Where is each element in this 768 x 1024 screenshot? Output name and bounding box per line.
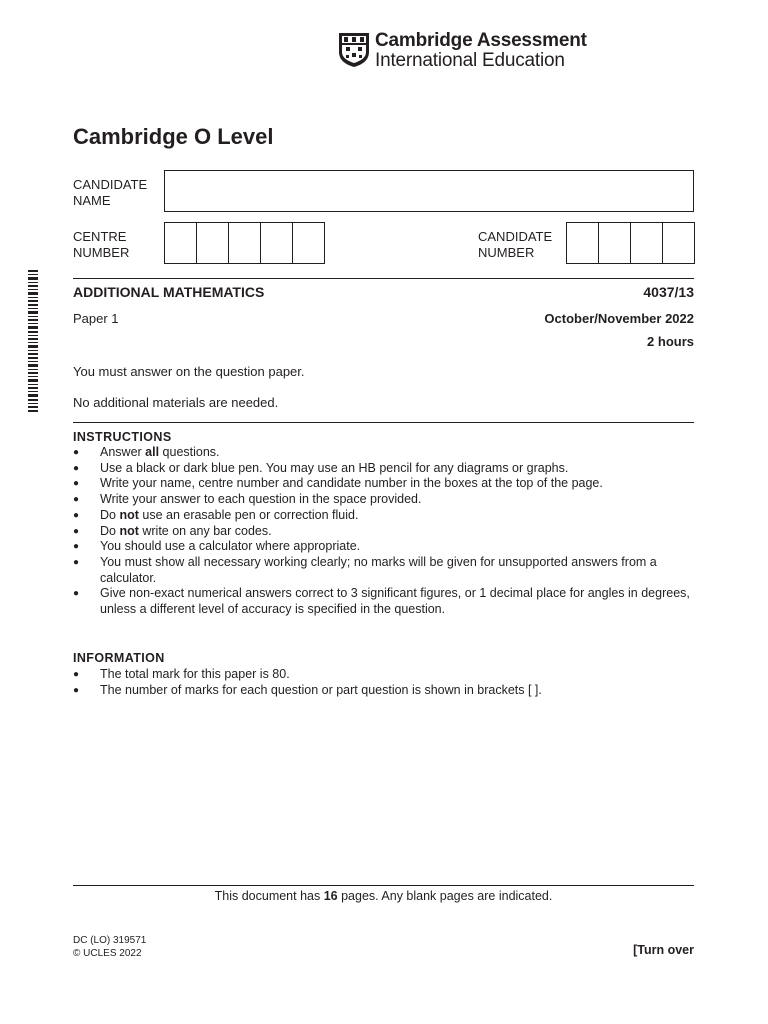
qualification-title: Cambridge O Level bbox=[73, 124, 274, 149]
paper-code: 4037/13 bbox=[643, 284, 694, 300]
instruction-text: Write your name, centre number and candidate number in the boxes at the top of the page. bbox=[100, 476, 603, 491]
instruction-text: Give non-exact numerical answers correct to 3 significant figures, or 1 decimal place for angles in degrees, unless a different level of accuracy is specified in the question. bbox=[100, 586, 690, 617]
instruction-item bbox=[73, 476, 694, 492]
centre-number-cell[interactable] bbox=[229, 223, 261, 263]
page-count: 16 bbox=[323, 889, 338, 903]
centre-number-cell[interactable] bbox=[197, 223, 229, 263]
page-count-note bbox=[73, 889, 694, 903]
materials-note: No additional materials are needed. bbox=[73, 395, 279, 410]
candidate-name-field[interactable] bbox=[164, 170, 694, 212]
instruction-item bbox=[73, 492, 694, 508]
turn-over-label: [Turn over bbox=[633, 943, 694, 957]
instruction-text: use an erasable pen or correction fluid. bbox=[138, 507, 359, 522]
divider bbox=[73, 422, 694, 423]
instruction-emphasis: not bbox=[119, 523, 139, 538]
instruction-text: Write your answer to each question in the space provided. bbox=[100, 492, 422, 507]
candidate-name-label bbox=[73, 177, 147, 209]
instruction-text: questions. bbox=[159, 445, 220, 459]
centre-number-label-line2: NUMBER bbox=[73, 245, 130, 260]
instruction-emphasis: all bbox=[145, 445, 160, 459]
information-item: ● The number of marks for each question or part question is shown in brackets [ ]. bbox=[73, 683, 694, 699]
instruction-emphasis: not bbox=[119, 507, 139, 522]
divider bbox=[73, 278, 694, 279]
centre-number-field[interactable] bbox=[164, 222, 325, 264]
instructions-list bbox=[73, 445, 694, 618]
candidate-name-label-line1: CANDIDATE bbox=[73, 177, 148, 192]
instruction-text: Do bbox=[100, 507, 120, 522]
instruction-item bbox=[73, 586, 694, 617]
divider bbox=[73, 885, 694, 886]
exam-duration: 2 hours bbox=[647, 334, 694, 349]
cambridge-logo bbox=[338, 30, 587, 72]
dc-code: DC (LO) 319571 bbox=[73, 935, 147, 946]
candidate-number-label-line2: NUMBER bbox=[478, 245, 535, 260]
centre-number-cell[interactable] bbox=[261, 223, 293, 263]
information-heading: INFORMATION bbox=[73, 651, 165, 665]
answer-note: You must answer on the question paper. bbox=[73, 364, 305, 379]
instruction-item bbox=[73, 555, 694, 586]
candidate-name-label-line2: NAME bbox=[73, 193, 111, 208]
instruction-text: write on any bar codes. bbox=[138, 523, 272, 538]
instruction-text: Do bbox=[100, 523, 120, 538]
subject-title: ADDITIONAL MATHEMATICS bbox=[73, 284, 265, 300]
instruction-item bbox=[73, 539, 694, 555]
org-name-line1: Cambridge Assessment bbox=[375, 30, 587, 51]
paper-number: Paper 1 bbox=[73, 311, 119, 326]
org-name-line2: International Education bbox=[375, 50, 565, 71]
instructions-heading: INSTRUCTIONS bbox=[73, 430, 172, 444]
instruction-text: Answer bbox=[100, 445, 146, 459]
centre-number-cell[interactable] bbox=[165, 223, 197, 263]
centre-number-label bbox=[73, 229, 129, 261]
centre-number-cell[interactable] bbox=[293, 223, 324, 263]
instruction-text: You should use a calculator where appropriate. bbox=[100, 539, 361, 554]
instruction-item bbox=[73, 461, 694, 477]
candidate-number-label-line1: CANDIDATE bbox=[478, 229, 553, 244]
instruction-item bbox=[73, 445, 694, 461]
cambridge-crest-icon bbox=[338, 32, 370, 68]
copyright: © UCLES 2022 bbox=[73, 948, 142, 959]
exam-session: October/November 2022 bbox=[544, 311, 694, 326]
centre-number-label-line1: CENTRE bbox=[73, 229, 127, 244]
barcode-icon bbox=[28, 270, 38, 412]
candidate-number-cell[interactable] bbox=[599, 223, 631, 263]
information-list bbox=[73, 667, 694, 698]
page-count-pre: This document has bbox=[214, 889, 324, 903]
candidate-number-cell[interactable] bbox=[663, 223, 694, 263]
page-count-post: pages. Any blank pages are indicated. bbox=[337, 889, 553, 903]
candidate-number-cell[interactable] bbox=[631, 223, 663, 263]
candidate-number-field[interactable] bbox=[566, 222, 695, 264]
instruction-item bbox=[73, 508, 694, 524]
instruction-item bbox=[73, 524, 694, 540]
document-codes bbox=[73, 934, 146, 960]
instruction-text: Use a black or dark blue pen. You may use an HB pencil for any diagrams or graphs. bbox=[100, 460, 569, 475]
instruction-text: You must show all necessary working clearly; no marks will be given for unsupported answers from a calculator. bbox=[100, 554, 657, 585]
candidate-number-cell[interactable] bbox=[567, 223, 599, 263]
information-item: ● The total mark for this paper is 80. bbox=[73, 667, 694, 683]
candidate-number-label bbox=[478, 229, 552, 261]
